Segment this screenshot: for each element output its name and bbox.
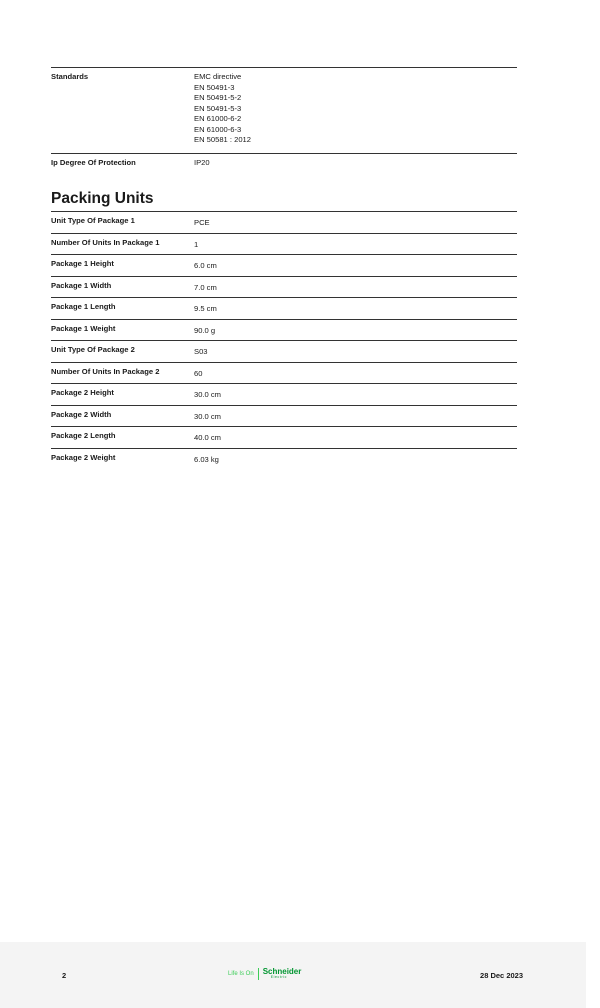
row-label: Package 1 Length	[51, 302, 116, 311]
row-label: Package 2 Width	[51, 409, 112, 419]
table-row	[51, 340, 517, 362]
spec-label: Ip Degree Of Protection	[51, 158, 136, 167]
spec-row-standards	[51, 67, 517, 153]
table-row	[51, 383, 517, 405]
table-row	[51, 319, 517, 341]
row-value: 7.0 cm	[194, 282, 217, 292]
table-row	[51, 211, 517, 233]
spec-value: EN 61000-6-2	[194, 114, 242, 123]
row-label: Package 2 Length	[51, 431, 116, 440]
section-title: Packing Units	[51, 190, 154, 207]
row-value: 30.0 cm	[194, 390, 222, 399]
brand-subname: Electric	[270, 975, 287, 980]
page-footer	[0, 942, 586, 1008]
spec-value: EMC directive	[194, 72, 242, 81]
table-row	[51, 233, 517, 255]
row-value: 90.0 g	[194, 325, 216, 335]
row-label: Unit Type Of Package 1	[51, 216, 135, 225]
spec-row-ip-protection	[51, 153, 517, 183]
page-number: 2	[62, 971, 67, 980]
spec-value-list	[194, 72, 251, 153]
table-row	[51, 276, 517, 298]
brand-logo	[228, 968, 301, 980]
table-row	[51, 405, 517, 427]
row-label: Package 1 Width	[51, 280, 112, 290]
row-label: Package 2 Height	[51, 388, 114, 397]
spec-value: EN 50581 : 2012	[194, 135, 251, 144]
packing-table	[51, 211, 517, 469]
row-value: 6.03 kg	[194, 454, 219, 464]
document-page	[51, 67, 517, 469]
row-label: Package 1 Weight	[51, 323, 116, 333]
table-row	[51, 297, 517, 319]
table-row	[51, 362, 517, 384]
spec-value: EN 50491-5-3	[194, 103, 242, 113]
row-value: 30.0 cm	[194, 411, 222, 421]
table-row	[51, 254, 517, 276]
spec-value: EN 50491-5-2	[194, 93, 242, 102]
row-value: 60	[194, 368, 203, 378]
spec-value: EN 61000-6-3	[194, 124, 242, 134]
row-label: Unit Type Of Package 2	[51, 345, 135, 354]
document-date: 28 Dec 2023	[480, 971, 523, 980]
spec-label: Standards	[51, 72, 89, 81]
spec-value: EN 50491-3	[194, 82, 235, 92]
row-value: S03	[194, 347, 208, 356]
table-row	[51, 448, 517, 470]
brand-wordmark	[263, 968, 302, 980]
row-value: 1	[194, 239, 199, 249]
brand-name: Schneider	[262, 967, 302, 977]
table-row	[51, 426, 517, 448]
row-label: Number Of Units In Package 2	[51, 366, 160, 376]
row-label: Number Of Units In Package 1	[51, 237, 160, 247]
row-value: PCE	[194, 218, 210, 227]
row-label: Package 2 Weight	[51, 452, 116, 462]
row-label: Package 1 Height	[51, 259, 114, 268]
brand-tagline: Life Is On	[228, 971, 254, 977]
spec-value: IP20	[194, 158, 210, 167]
logo-divider	[258, 968, 259, 980]
row-value: 6.0 cm	[194, 261, 217, 270]
row-value: 40.0 cm	[194, 433, 222, 442]
row-value: 9.5 cm	[194, 304, 217, 313]
